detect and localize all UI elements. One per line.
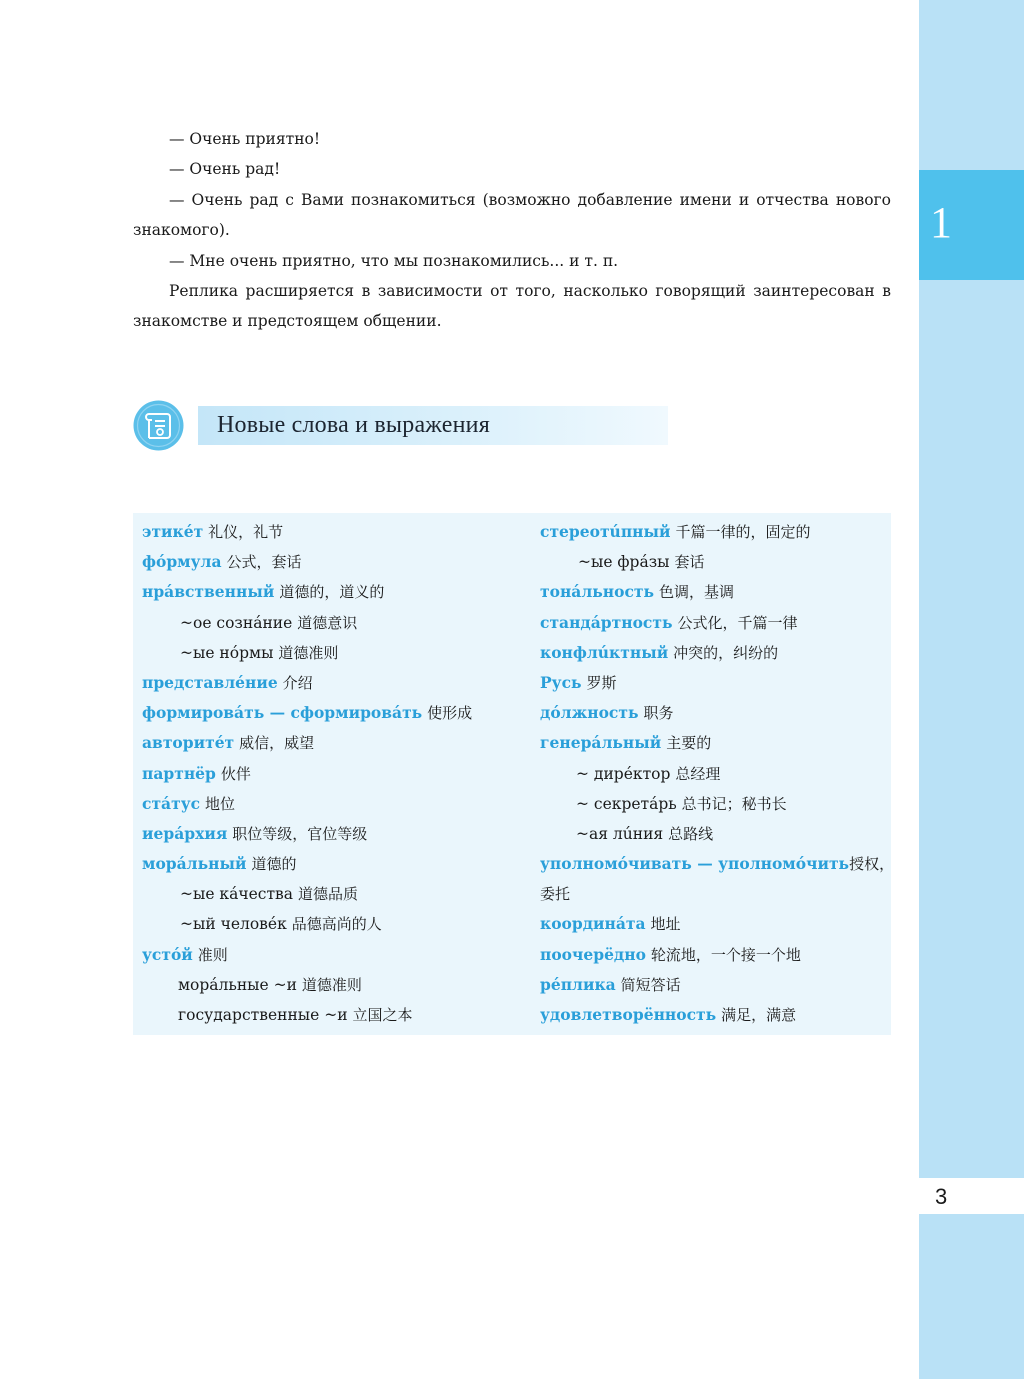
vocab-entry — [540, 909, 885, 939]
vocab-translation: 公式，套话 — [226, 553, 302, 572]
vocab-entry — [540, 940, 885, 970]
intro-paragraph: — Мне очень приятно, что мы познакомились... и т. п. — [169, 251, 619, 270]
vocab-word: фóрмула — [142, 552, 222, 572]
vocab-translation: 地位 — [205, 794, 236, 813]
vocab-translation: 道德准则 — [301, 975, 362, 994]
vocab-phrase: ~ый человéк — [180, 915, 287, 934]
intro-paragraph: — Очень рад! — [169, 160, 281, 179]
page-number: 3 — [935, 1184, 948, 1209]
vocab-translation: 威信，威望 — [239, 734, 315, 753]
scroll-certificate-icon — [133, 400, 184, 451]
vocab-column-left — [142, 517, 522, 1030]
vocab-translation: 立国之本 — [352, 1006, 413, 1024]
chapter-number: 1 — [930, 198, 952, 247]
vocab-translation: 使形成 — [427, 704, 473, 723]
vocab-entry — [540, 1000, 885, 1030]
vocab-entry — [540, 728, 885, 758]
vocab-example — [142, 879, 522, 909]
vocab-translation: 授权， — [849, 855, 895, 874]
vocab-word: представлéние — [142, 672, 278, 692]
vocab-entry — [540, 577, 885, 607]
intro-paragraph: — Очень приятно! — [169, 130, 321, 148]
vocab-phrase: ~ое сознáние — [180, 613, 293, 632]
vocab-phrase: ~ые нóрмы — [180, 643, 274, 662]
vocab-entry — [540, 638, 885, 668]
vocab-translation: 色调，基调 — [658, 583, 734, 602]
vocab-phrase: ~ая лúния — [576, 824, 664, 843]
vocab-entry — [540, 608, 885, 638]
vocab-word: Русь — [540, 672, 582, 692]
vocab-entry — [142, 668, 522, 698]
vocab-translation: 准则 — [197, 945, 228, 964]
vocab-entry — [142, 547, 522, 577]
vocab-entry — [142, 698, 522, 728]
vocab-word: поочерёдно — [540, 944, 646, 964]
vocab-translation: 品德高尚的人 — [291, 915, 382, 934]
vocab-word: генерáльный — [540, 733, 662, 753]
vocab-word: удовлетворённость — [540, 1005, 717, 1024]
vocab-entry — [142, 728, 522, 758]
vocab-example — [142, 608, 522, 638]
vocab-word: координáта — [540, 914, 646, 934]
vocab-translation: 总路线 — [668, 824, 714, 843]
vocab-entry — [142, 759, 522, 789]
vocab-translation: 满足，满意 — [721, 1006, 797, 1024]
vocab-example — [142, 909, 522, 939]
vocab-translation: 罗斯 — [586, 673, 617, 692]
vocab-word: этикéт — [142, 522, 204, 541]
vocab-entry — [142, 940, 522, 970]
vocab-translation: 礼仪，礼节 — [208, 523, 284, 541]
vocab-entry — [540, 698, 885, 728]
vocab-example — [540, 789, 885, 819]
vocab-entry — [540, 517, 885, 547]
vocab-entry — [142, 849, 522, 879]
vocab-entry — [142, 819, 522, 849]
vocab-word: стандáртность — [540, 612, 673, 632]
vocab-word: партнёр — [142, 763, 216, 783]
vocab-translation: 轮流地，一个接一个地 — [650, 945, 801, 964]
vocab-entry-continuation — [540, 879, 885, 909]
vocab-word: нрáвственный — [142, 582, 275, 602]
vocab-translation: 委托 — [540, 885, 571, 904]
vocab-phrase: ~ые фрáзы — [578, 553, 670, 572]
vocab-phrase: ~ые кáчества — [180, 885, 293, 904]
intro-text — [133, 124, 891, 337]
vocab-entry — [142, 789, 522, 819]
intro-paragraph: Реплика расширяется в зависимости от того, насколько говорящий заинтересован в знакомстве и предстоящем общении. — [133, 282, 891, 331]
vocab-example — [142, 970, 522, 1000]
vocab-word: формировáть — сформировáть — [142, 703, 423, 723]
vocab-entry — [540, 970, 885, 1000]
vocab-entry — [540, 668, 885, 698]
vocab-word: конфлúктный — [540, 642, 669, 662]
vocab-translation: 道德品质 — [297, 885, 358, 904]
vocab-translation: 介绍 — [282, 673, 313, 692]
vocab-word: морáльный — [142, 854, 247, 874]
vocab-word: тонáльность — [540, 582, 655, 602]
vocab-example — [540, 547, 885, 577]
vocab-word: стáтус — [142, 793, 201, 813]
vocab-phrase: ~ дирéктор — [576, 764, 671, 783]
vocab-translation: 道德意识 — [297, 613, 358, 632]
vocab-translation: 地址 — [650, 915, 681, 934]
vocab-entry — [142, 517, 522, 547]
vocab-word: иерáрхия — [142, 823, 228, 843]
vocab-translation: 道德准则 — [278, 643, 339, 662]
vocab-phrase: морáльные ~и — [178, 975, 297, 994]
vocab-translation: 职务 — [643, 704, 674, 723]
vocab-translation: 千篇一律的，固定的 — [675, 523, 811, 541]
vocab-phrase: государственные ~и — [178, 1006, 348, 1024]
vocab-word: авторитéт — [142, 733, 235, 753]
vocab-word: стереотúпный — [540, 522, 671, 541]
vocab-word: дóлжность — [540, 703, 639, 723]
vocab-entry — [142, 577, 522, 607]
section-title: Новые слова и выражения — [217, 412, 490, 438]
vocab-phrase: ~ секретáрь — [576, 794, 677, 813]
vocab-translation: 职位等级，官位等级 — [232, 824, 368, 843]
vocab-column-right — [540, 517, 895, 1030]
vocab-entry — [540, 849, 895, 879]
vocab-translation: 公式化，千篇一律 — [677, 613, 798, 632]
vocab-translation: 套话 — [674, 553, 705, 572]
vocab-example — [540, 819, 885, 849]
vocab-example — [540, 759, 885, 789]
vocab-example — [142, 1000, 522, 1030]
vocab-translation: 简短答话 — [620, 975, 681, 994]
vocab-translation: 总书记；秘书长 — [681, 794, 787, 813]
vocab-example — [142, 638, 522, 668]
vocab-word: рéплика — [540, 974, 616, 994]
vocab-translation: 道德的 — [251, 855, 297, 874]
vocab-translation: 冲突的，纠纷的 — [673, 643, 779, 662]
vocab-translation: 总经理 — [675, 764, 721, 783]
vocab-word: уполномóчивать — уполномóчить — [540, 854, 850, 874]
vocab-word: устóй — [142, 944, 193, 964]
vocab-translation: 道德的，道义的 — [279, 583, 385, 602]
intro-paragraph: — Очень рад с Вами познакомиться (возможно добавление имени и отчества нового знакомого). — [133, 190, 891, 240]
vocab-translation: 主要的 — [666, 734, 712, 753]
vocab-translation: 伙伴 — [220, 764, 251, 783]
